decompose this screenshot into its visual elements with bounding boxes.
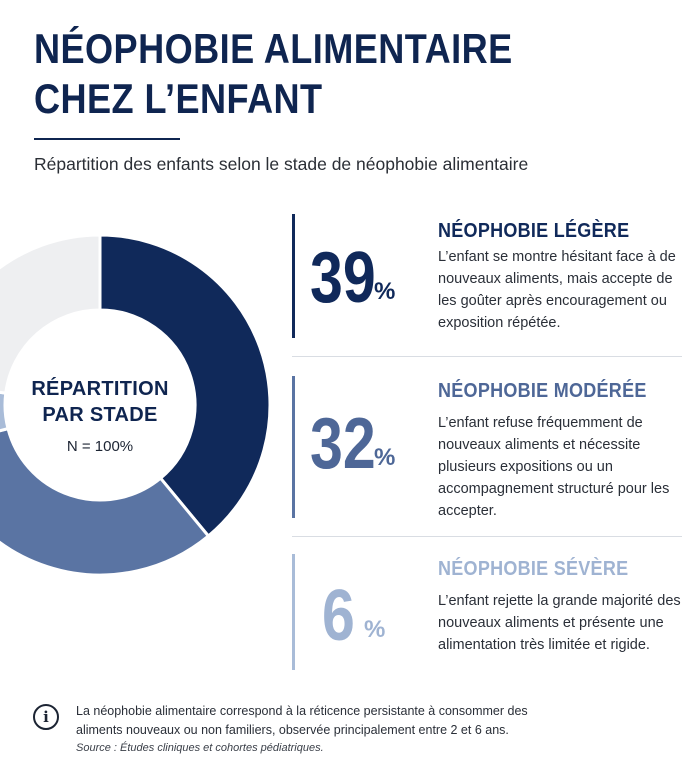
stat-block-legere [292,214,687,338]
stat-description: L’enfant rejette la grande majorité des nouveaux aliments et présente une alimentation très limitée et rigide. [438,593,681,653]
stat-description: L’enfant refuse fréquemment de nouveaux aliments et nécessite plusieurs expositions ou un accompagnement structuré pour les accepter. [438,415,670,519]
page-title [34,24,513,124]
stat-value: 39 [310,238,376,318]
stat-unit: % [374,278,396,305]
info-icon: i [33,704,59,730]
center-total: N = 100% [66,438,134,455]
donut-center-label [20,376,180,455]
center-title-line-2: PAR STADE [42,404,158,426]
stat-heading: NÉOPHOBIE LÉGÈRE [438,220,630,242]
title-line-1: NÉOPHOBIE ALIMENTAIRE [34,25,513,72]
slice-remainder [0,235,100,393]
stat-description: L’enfant se montre hésitant face à de nouveaux aliments, mais accepte de les goûter après encouragement ou exposition répétée. [438,249,676,331]
stat-block-moderee [292,376,687,518]
stat-block-severe [292,554,687,670]
stat-accent-bar [292,554,295,670]
stat-unit: % [374,444,396,471]
stat-value: 32 [310,404,376,484]
stat-heading: NÉOPHOBIE MODÉRÉE [438,380,647,402]
stat-accent-bar [292,376,295,518]
title-line-2: CHEZ L’ENFANT [34,75,323,122]
stat-unit: % [364,616,386,643]
divider [292,536,682,537]
subtitle: Répartition des enfants selon le stade de néophobie alimentaire [34,154,529,174]
center-title-line-1: RÉPARTITION [31,378,169,400]
stat-accent-bar [292,214,295,338]
footer-source: Source : Études cliniques et cohortes pédiatriques. [76,742,324,754]
footer-note: La néophobie alimentaire correspond à la réticence persistante à consommer des aliments nouveaux ou non familiers, observée principalement entre 2 et 6 ans. [76,704,528,737]
stat-value: 6 [322,576,355,656]
stat-heading: NÉOPHOBIE SÉVÈRE [438,558,629,580]
divider [292,356,682,357]
title-underline [34,138,180,140]
